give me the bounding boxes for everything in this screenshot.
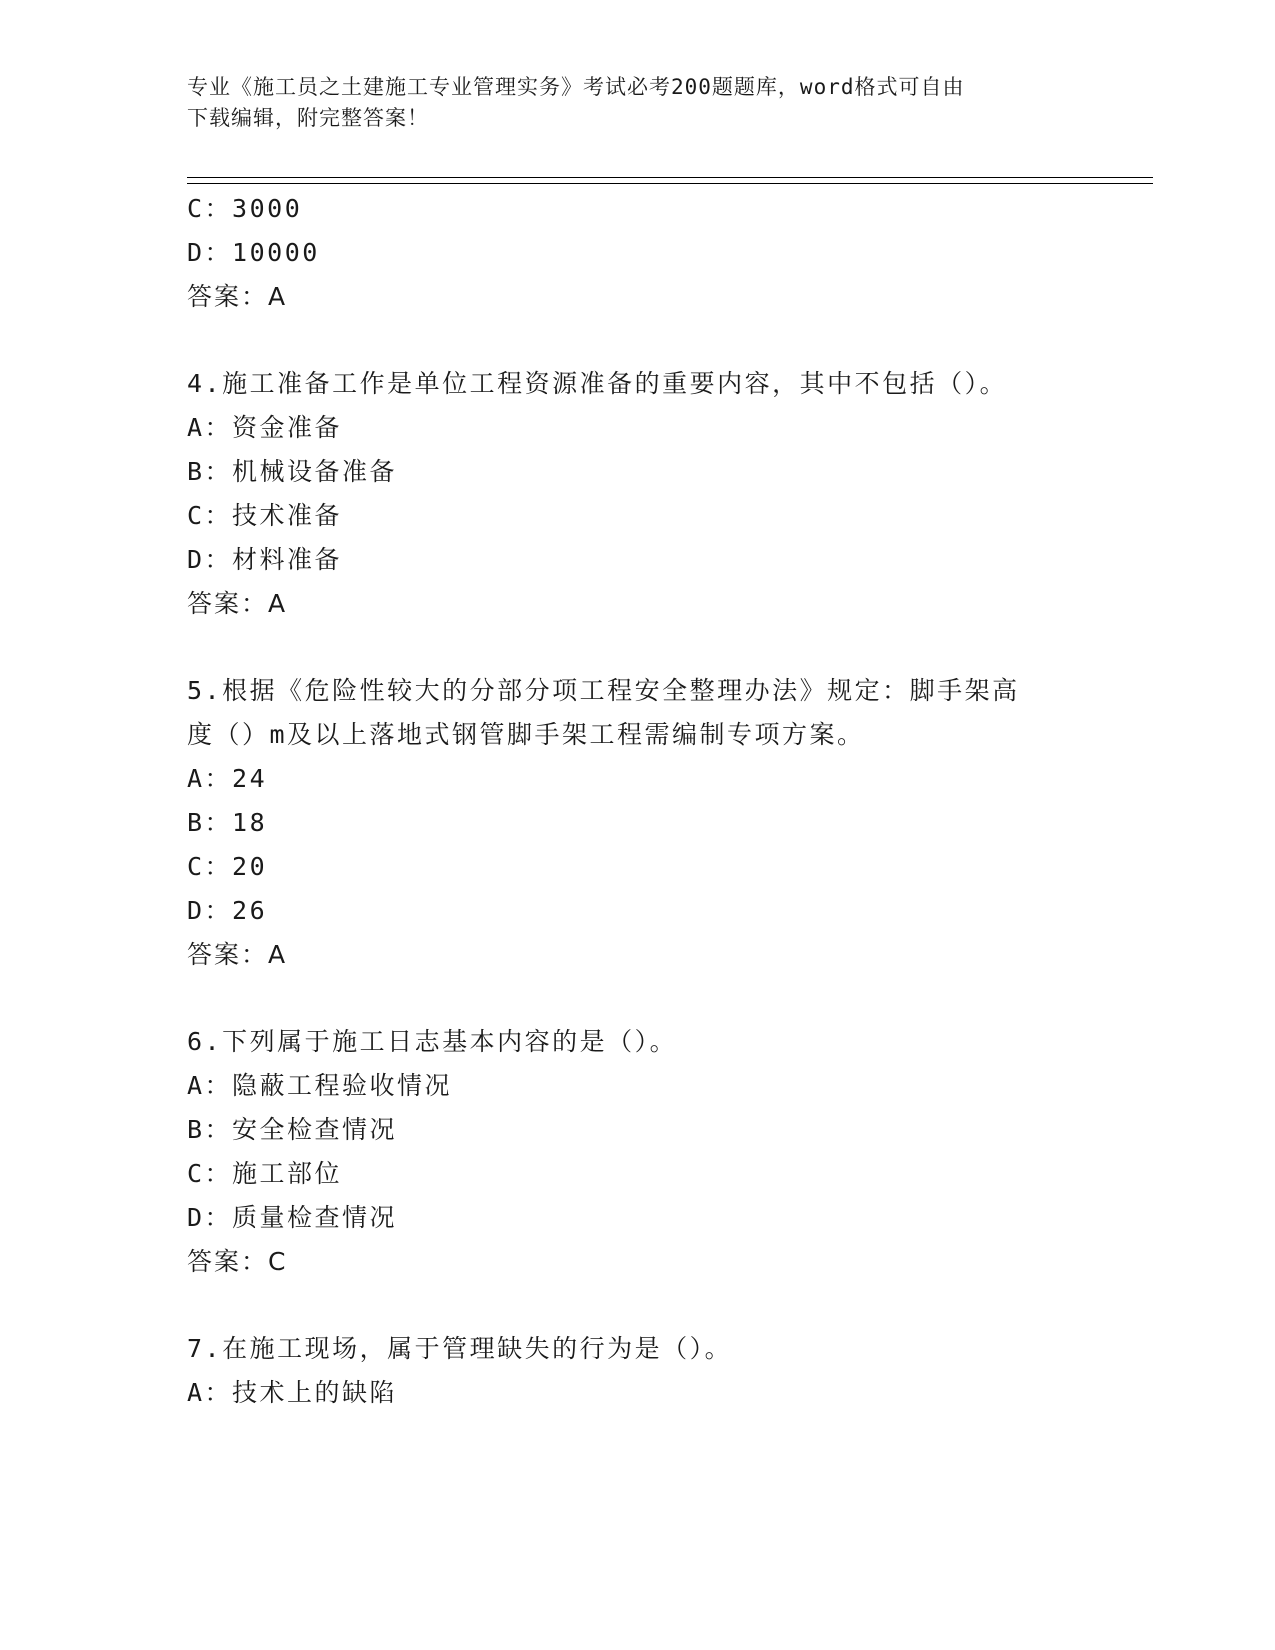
option-d: D：26 <box>187 896 268 925</box>
option-d: D：质量检查情况 <box>187 1203 398 1232</box>
option-b: B：安全检查情况 <box>187 1115 398 1144</box>
answer-line: 答案：A <box>187 940 288 969</box>
answer-line: 答案：A <box>187 282 288 311</box>
option-a: A：隐蔽工程验收情况 <box>187 1071 453 1100</box>
option-c: C：3000 <box>187 194 303 223</box>
document-header <box>187 72 1067 134</box>
option-c: C：20 <box>187 852 268 881</box>
question-6: 6.下列属于施工日志基本内容的是（）。 <box>187 1027 678 1056</box>
header-line-1: 专业《施工员之土建施工专业管理实务》考试必考200题题库，word格式可自由 <box>187 75 965 99</box>
header-divider-bottom <box>187 183 1153 184</box>
question-5-line-1: 5.根据《危险性较大的分部分项工程安全整理办法》规定：脚手架高 <box>187 676 1020 705</box>
option-d: D：10000 <box>187 238 320 267</box>
option-b: B：机械设备准备 <box>187 457 398 486</box>
option-a: A：资金准备 <box>187 413 343 442</box>
header-divider-top <box>187 177 1153 178</box>
option-c: C：技术准备 <box>187 501 343 530</box>
option-a: A：24 <box>187 764 268 793</box>
option-a: A：技术上的缺陷 <box>187 1378 398 1407</box>
answer-line: 答案：A <box>187 589 288 618</box>
option-b: B：18 <box>187 808 268 837</box>
option-d: D：材料准备 <box>187 545 343 574</box>
question-7: 7.在施工现场，属于管理缺失的行为是（）。 <box>187 1334 733 1363</box>
header-line-2: 下载编辑，附完整答案！ <box>187 106 429 130</box>
option-c: C：施工部位 <box>187 1159 343 1188</box>
answer-line: 答案：C <box>187 1247 288 1276</box>
question-4: 4.施工准备工作是单位工程资源准备的重要内容，其中不包括（）。 <box>187 369 1008 398</box>
question-5-line-2: 度（）m及以上落地式钢管脚手架工程需编制专项方案。 <box>187 720 865 749</box>
